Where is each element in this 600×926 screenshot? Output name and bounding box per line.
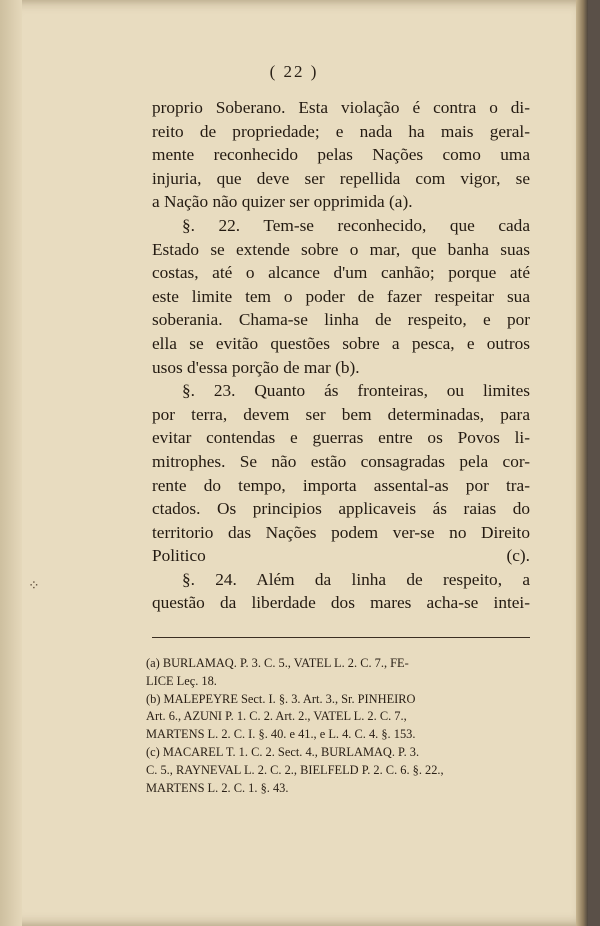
text-line: ctados. Os principios applicaveis ás raias do [152,499,530,519]
text-line: este limite tem o poder de fazer respeitar sua [152,286,530,306]
text-line: Estado se extende sobre o mar, que banha suas [152,239,530,259]
page-edge [576,0,588,926]
text-line: ella se evitão questões sobre a pesca, e outros [152,333,530,353]
page-number: ( 22 ) [269,62,319,81]
footnotes [146,655,528,797]
page-gutter [0,0,22,926]
text-line: §. 24. Além da linha de respeito, a [182,569,530,589]
text-line: usos d'essa porção de mar (b). [152,357,360,377]
text-line: territorio das Nações podem ver-se no Direito [152,522,530,542]
footnote-line: (c) MACAREL T. 1. C. 2. Sect. 4., BURLAMAQ. P. 3. [146,744,420,759]
text-line: §. 22. Tem-se reconhecido, que cada [182,215,530,235]
text-line: costas, até o alcance d'um canhão; porque até [152,263,530,283]
text-line: §. 23. Quanto ás fronteiras, ou limites [182,381,530,401]
text-line: questão da liberdade dos mares acha-se intei- [152,593,530,613]
footnote-line: C. 5., RAYNEVAL L. 2. C. 2., BIELFELD P. 2. C. 6. §. 22., [146,762,444,777]
footnote-line: MARTENS L. 2. C. 1. §. 43. [146,780,289,795]
text-line: por terra, devem ser bem determinadas, para [152,404,530,424]
text-line: Politico (c). [152,546,530,566]
text-line: injuria, que deve ser repellida com vigor, se [152,168,530,188]
text-line: proprio Soberano. Esta violação é contra o di- [152,98,530,117]
text-line: soberania. Chama-se linha de respeito, e por [152,310,530,330]
body-text [152,96,530,615]
footnote-line: LICE Leç. 18. [146,673,217,688]
text-line: a Nação não quizer ser opprimida (a). [152,192,413,212]
footnote-rule [152,637,530,638]
text-line: mitrophes. Se não estão consagradas pela cor- [152,451,530,471]
text-line: reito de propriedade; e nada ha mais geral- [152,121,530,141]
text-line: rente do tempo, importa assental-as por tra- [152,475,530,495]
footnote-line: (b) MALEPEYRE Sect. I. §. 3. Art. 3., Sr. PINHEIRO [146,691,416,706]
footnote-line: (a) BURLAMAQ. P. 3. C. 5., VATEL L. 2. C. 7., FE- [146,656,409,670]
margin-mark: ⁘ [28,579,40,594]
text-line: evitar contendas e guerras entre os Povos li- [152,428,530,448]
footnote-line: MARTENS L. 2. C. I. §. 40. e 41., e L. 4. C. 4. §. 153. [146,727,416,742]
footnote-line: Art. 6., AZUNI P. 1. C. 2. Art. 2., VATEL L. 2. C. 7., [146,709,407,724]
text-line: mente reconhecido pelas Nações como uma [152,145,530,165]
